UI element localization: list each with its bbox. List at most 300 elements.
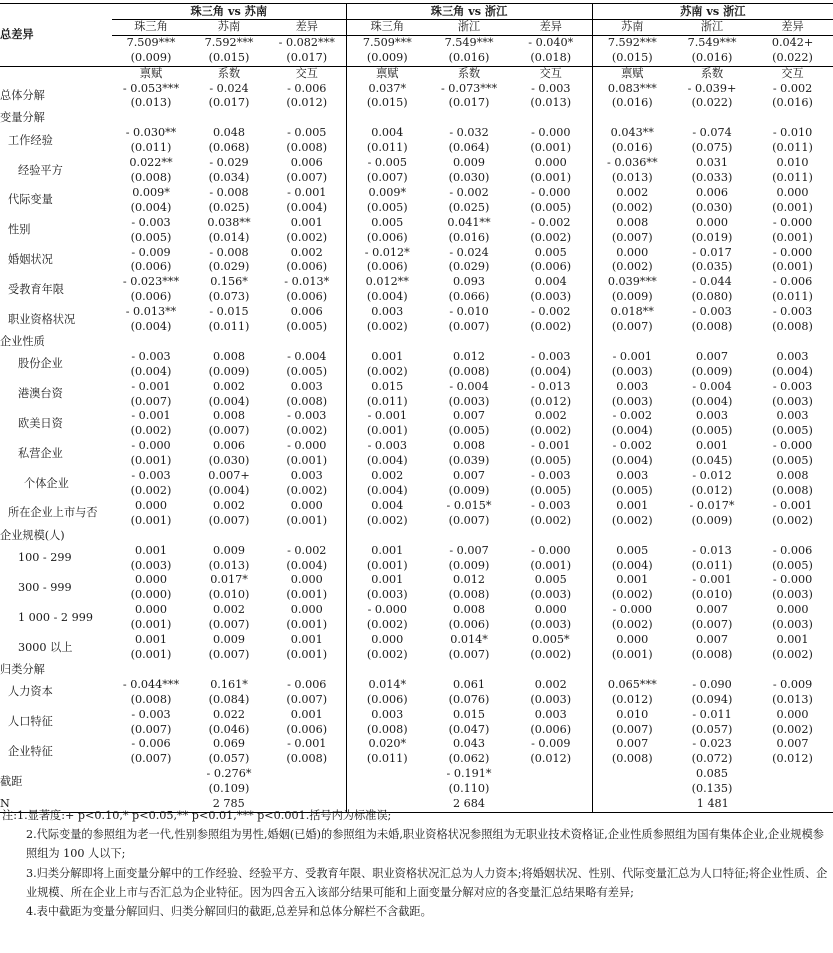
coef-cell: - 0.017* — [689, 498, 735, 512]
table-row — [0, 484, 833, 499]
coef-cell: 0.000 — [696, 215, 729, 229]
n-value: 1 481 — [592, 797, 833, 812]
coef-cell: 0.008 — [212, 349, 246, 363]
se-cell: (0.005) — [366, 200, 408, 214]
table-notes — [2, 806, 828, 921]
se-cell: (0.007) — [691, 618, 733, 632]
column-header: 珠三角 — [346, 19, 428, 35]
se-cell: (0.006) — [268, 260, 346, 275]
coef-cell: 0.001 — [134, 543, 168, 557]
decomp-header: 系数 — [428, 66, 510, 81]
coef-cell: 0.000 — [616, 633, 649, 647]
blank-cell — [268, 335, 346, 350]
se-cell: (0.073) — [208, 290, 250, 304]
coef-cell: - 0.023*** — [122, 275, 180, 289]
table-row — [0, 648, 833, 663]
blank-cell — [752, 663, 833, 678]
coef-cell: 0.000 — [371, 633, 404, 647]
se-cell: (0.002) — [611, 513, 653, 527]
table-row — [0, 320, 833, 335]
se-cell: (0.006) — [510, 260, 592, 275]
se-cell: (0.003) — [611, 394, 653, 408]
coef-cell: - 0.044 — [692, 275, 732, 289]
table-row — [0, 19, 833, 35]
se-cell: (0.057) — [208, 752, 250, 766]
n-value: 2 684 — [346, 797, 592, 812]
se-cell: (0.005) — [510, 484, 592, 499]
blank-cell — [268, 111, 346, 126]
blank-cell — [112, 335, 190, 350]
coef-cell: - 0.053*** — [122, 81, 180, 95]
se-cell — [592, 782, 672, 797]
coef-cell: 0.001 — [268, 708, 346, 723]
total-value: 7.592*** — [204, 35, 254, 49]
se-cell: (0.002) — [772, 647, 813, 661]
column-header: 苏南 — [592, 19, 672, 35]
coef-cell: - 0.002 — [510, 216, 592, 231]
coef-cell: 0.006 — [268, 305, 346, 320]
se-cell — [510, 782, 592, 797]
total-value: 7.549*** — [687, 35, 737, 49]
se-cell: (0.008) — [268, 752, 346, 767]
se-cell: (0.016) — [611, 96, 653, 110]
table-row — [0, 782, 833, 797]
coef-cell: - 0.006 — [131, 737, 171, 751]
coef-cell: - 0.006 — [268, 678, 346, 693]
decomp-header: 禀赋 — [112, 66, 190, 81]
se-cell: (0.002) — [772, 722, 813, 736]
group-header: 珠三角 vs 苏南 — [112, 4, 346, 20]
blank-cell — [672, 335, 752, 350]
blank-cell — [510, 335, 592, 350]
table-row — [0, 171, 833, 186]
coef-cell: 0.000 — [134, 498, 168, 512]
se-cell: (0.014) — [208, 230, 250, 244]
note-line: 3.归类分解即将上面变量分解中的工作经验、经验平方、受教育年限、职业资格状况汇总为人力资本;将婚姻状况、性别、代际变量汇总为人口特征;将企业性质、企业规模、所在企业上市与否汇总为企业特征。因为四舍五入该部分结果可能和上面变量分解对应的各变量汇总结果略有差异; — [26, 866, 828, 899]
coef-cell: 0.002 — [510, 678, 592, 693]
coef-cell: - 0.004 — [449, 379, 489, 393]
table-row — [0, 499, 833, 514]
column-header: 浙江 — [428, 19, 510, 35]
se-cell: (0.012) — [268, 96, 346, 111]
row-label: 工作经验 — [8, 133, 53, 147]
coef-cell: - 0.003 — [131, 469, 171, 483]
blank-cell — [268, 529, 346, 544]
blank-cell — [190, 335, 268, 350]
se-cell: (0.003) — [611, 364, 653, 378]
se-cell: (0.002) — [366, 618, 408, 632]
se-cell: (0.030) — [448, 170, 490, 184]
coef-cell: 0.003 — [510, 708, 592, 723]
table-row — [0, 4, 833, 20]
se-cell: (0.005) — [772, 454, 813, 468]
se-cell: (0.005) — [448, 424, 490, 438]
table-row — [0, 544, 833, 559]
se-cell: (0.003) — [772, 588, 813, 602]
se-cell: (0.001) — [268, 648, 346, 663]
coef-cell: 0.009 — [453, 156, 486, 170]
se-cell: (0.008) — [772, 484, 813, 497]
coef-cell: - 0.003 — [510, 82, 592, 97]
se-cell: (0.001) — [130, 618, 172, 632]
se-cell: (0.008) — [691, 647, 733, 661]
se-cell: (0.002) — [366, 513, 408, 527]
coef-cell: - 0.006 — [268, 82, 346, 97]
decomp-header: 交互 — [510, 66, 592, 81]
table-row — [0, 588, 833, 603]
se-cell: (0.001) — [366, 424, 408, 438]
table-row — [0, 111, 833, 126]
se-cell: (0.005) — [510, 454, 592, 469]
decomp-header: 交互 — [268, 66, 346, 81]
coef-cell: 0.065*** — [607, 677, 657, 691]
se-cell: (0.029) — [448, 260, 490, 274]
se-cell: (0.033) — [691, 170, 733, 184]
coef-cell: - 0.000 — [772, 573, 813, 587]
coef-cell: - 0.003 — [131, 707, 171, 721]
se-cell: (0.008) — [611, 752, 653, 766]
coef-cell: 0.007 — [616, 737, 649, 751]
coef-cell: 0.012 — [453, 573, 486, 587]
table-row — [0, 559, 833, 574]
coef-cell: 0.001 — [616, 498, 649, 512]
row-label: 所在企业上市与否 — [8, 506, 98, 520]
se-cell: (0.003) — [510, 693, 592, 708]
n-value: 2 785 — [112, 797, 346, 812]
se-cell: (0.000) — [130, 588, 172, 602]
se-cell: (0.006) — [268, 723, 346, 738]
coef-cell: 0.008 — [453, 603, 486, 617]
coef-cell: - 0.001 — [268, 186, 346, 201]
table-row — [0, 350, 833, 365]
decomp-header: 交互 — [752, 66, 833, 81]
coef-cell: - 0.013** — [125, 305, 177, 319]
se-cell: (0.008) — [691, 320, 733, 334]
row-label: 欧美日资 — [18, 416, 63, 430]
column-header: 苏南 — [190, 19, 268, 35]
row-label: 100 - 299 — [18, 551, 72, 565]
blank-cell — [346, 111, 428, 126]
se-cell: (0.066) — [448, 290, 490, 304]
coef-cell: 0.009 — [212, 543, 246, 557]
coef-cell: - 0.030** — [125, 126, 177, 140]
table-row — [0, 275, 833, 290]
row-label: 总体分解 — [0, 88, 45, 102]
se-cell: (0.002) — [611, 200, 653, 214]
se-cell: (0.009) — [691, 364, 733, 378]
coef-cell — [268, 767, 346, 782]
column-header: 差异 — [510, 19, 592, 35]
se-cell: (0.064) — [448, 141, 490, 155]
se-cell: (0.011) — [366, 752, 408, 766]
coef-cell: - 0.003 — [131, 215, 171, 229]
se-cell: (0.007) — [130, 394, 172, 408]
group-header: 苏南 vs 浙江 — [592, 4, 833, 20]
coef-cell: 0.020* — [368, 737, 407, 751]
se-cell: (0.003) — [448, 394, 490, 408]
group-label: 归类分解 — [0, 662, 45, 676]
se-cell: (0.002) — [611, 260, 653, 274]
coef-cell: - 0.090 — [692, 677, 732, 691]
se-cell: (0.008) — [448, 588, 490, 602]
coef-cell: 0.012** — [365, 275, 409, 289]
coef-cell: 0.000 — [134, 603, 168, 617]
coef-cell: - 0.002 — [772, 81, 813, 95]
se-cell: (0.001) — [366, 558, 408, 572]
se-cell: (0.013) — [208, 558, 250, 572]
table-row — [0, 395, 833, 410]
se-cell: (0.011) — [366, 394, 408, 408]
blank-cell — [268, 663, 346, 678]
coef-cell: 0.009 — [212, 633, 246, 647]
se-cell: (0.005) — [691, 424, 733, 438]
note-line: 4.表中截距为变量分解回归、归类分解回归的截距,总差异和总体分解栏不含截距。 — [26, 905, 432, 919]
blank-cell — [112, 529, 190, 544]
column-header: 珠三角 — [112, 19, 190, 35]
se-cell: (0.006) — [268, 290, 346, 305]
se-cell: (0.016) — [772, 96, 813, 110]
se-cell: (0.016) — [611, 141, 653, 155]
table-row — [0, 82, 833, 97]
coef-cell: - 0.000 — [772, 245, 813, 259]
row-label: 私营企业 — [18, 446, 63, 460]
se-cell: (0.002) — [130, 484, 172, 497]
coef-cell: - 0.003 — [510, 350, 592, 365]
se-cell: (0.076) — [448, 692, 490, 706]
se-cell: (0.001) — [772, 230, 813, 244]
coef-cell: 0.085 — [696, 767, 729, 781]
total-se: (0.016) — [691, 50, 733, 64]
blank-cell — [190, 529, 268, 544]
se-cell: (0.001) — [130, 513, 172, 527]
se-cell: (0.003) — [510, 588, 592, 603]
coef-cell: 0.018** — [610, 305, 654, 319]
total-se: (0.022) — [772, 50, 813, 64]
se-cell: (0.007) — [130, 722, 172, 736]
se-cell: (0.005) — [510, 201, 592, 216]
coef-cell: - 0.001 — [268, 737, 346, 752]
coef-cell: - 0.013* — [268, 275, 346, 290]
se-cell: (0.012) — [611, 692, 653, 706]
coef-cell: 0.004 — [371, 126, 404, 140]
se-cell: (0.006) — [130, 290, 172, 304]
se-cell: (0.003) — [366, 588, 408, 602]
coef-cell: - 0.010 — [449, 305, 489, 319]
column-header: 差异 — [752, 19, 833, 35]
se-cell: (0.001) — [130, 454, 172, 468]
coef-cell: 0.001 — [776, 633, 809, 647]
se-cell: (0.001) — [130, 647, 172, 661]
se-cell: (0.003) — [130, 558, 172, 572]
se-cell: (0.007) — [208, 647, 250, 661]
coef-cell: 0.002 — [212, 498, 246, 512]
se-cell: (0.015) — [366, 96, 408, 110]
table-row — [0, 693, 833, 708]
coef-cell: 0.000 — [268, 573, 346, 588]
coef-cell: - 0.000 — [510, 126, 592, 141]
se-cell: (0.080) — [691, 290, 733, 304]
se-cell: (0.075) — [691, 141, 733, 155]
se-cell: (0.002) — [366, 647, 408, 661]
table-row — [0, 260, 833, 275]
se-cell: (0.002) — [130, 424, 172, 438]
coef-cell: 0.014* — [450, 633, 488, 647]
se-cell: (0.062) — [448, 752, 490, 766]
coef-cell: - 0.004 — [692, 379, 732, 393]
table-row — [0, 573, 833, 588]
se-cell: (0.009) — [691, 513, 733, 527]
se-cell: (0.004) — [366, 290, 408, 304]
se-cell: (0.001) — [268, 588, 346, 603]
coef-cell: - 0.003 — [510, 499, 592, 514]
coef-cell: 0.008 — [776, 469, 809, 483]
se-cell: (0.135) — [691, 782, 733, 796]
se-cell: (0.004) — [611, 454, 653, 468]
se-cell: (0.013) — [510, 96, 592, 111]
coef-cell: 0.000 — [510, 603, 592, 618]
se-cell: (0.057) — [691, 722, 733, 736]
table-row — [0, 201, 833, 216]
coef-cell: 0.003 — [696, 409, 729, 423]
se-cell: (0.002) — [366, 320, 408, 334]
coef-cell: - 0.000 — [367, 603, 407, 617]
coef-cell: - 0.013 — [510, 380, 592, 395]
se-cell: (0.109) — [208, 782, 250, 796]
se-cell: (0.005) — [268, 365, 346, 380]
coef-cell: - 0.039+ — [687, 81, 737, 95]
row-label: 股份企业 — [18, 357, 63, 371]
se-cell: (0.005) — [772, 424, 813, 438]
coef-cell: 0.003 — [268, 469, 346, 484]
coef-cell: - 0.000 — [772, 439, 813, 453]
se-cell: (0.072) — [691, 752, 733, 766]
se-cell: (0.007) — [611, 722, 653, 736]
coef-cell: 0.015 — [453, 707, 486, 721]
se-cell: (0.029) — [208, 260, 250, 274]
coef-cell: - 0.000 — [268, 439, 346, 454]
coef-cell: - 0.006 — [772, 543, 813, 557]
coef-cell: - 0.015 — [209, 305, 249, 319]
coef-cell: - 0.003 — [772, 305, 813, 319]
coef-cell: - 0.000 — [510, 186, 592, 201]
row-label: 性别 — [8, 223, 31, 237]
row-label: 职业资格状况 — [8, 312, 76, 326]
se-cell: (0.006) — [448, 618, 490, 632]
total-se: (0.016) — [448, 50, 490, 64]
table-row — [0, 305, 833, 320]
coef-cell: - 0.032 — [449, 126, 489, 140]
se-cell: (0.001) — [772, 260, 813, 274]
coef-cell: - 0.023 — [692, 737, 732, 751]
se-cell: (0.001) — [611, 647, 653, 661]
table-row — [0, 663, 833, 678]
se-cell: (0.011) — [691, 558, 733, 572]
se-cell: (0.004) — [611, 424, 653, 438]
table-row — [0, 529, 833, 544]
coef-cell: 0.015 — [371, 379, 404, 393]
se-cell: (0.001) — [510, 141, 592, 156]
blank-cell — [510, 663, 592, 678]
coef-cell: - 0.009 — [510, 737, 592, 752]
coef-cell: - 0.000 — [772, 215, 813, 229]
note-line: 2.代际变量的参照组为老一代,性别参照组为男性,婚姻(已婚)的参照组为未婚,职业资格状况参照组为无职业技术资格证,企业性质参照组为国有集体企业,企业规模参照组为 100 人以下; — [26, 828, 824, 861]
table-row — [0, 51, 833, 66]
coef-cell: 0.093 — [453, 275, 486, 289]
coef-cell: 0.007 — [696, 603, 729, 617]
table-row — [0, 186, 833, 201]
se-cell: (0.008) — [130, 170, 172, 184]
se-cell: (0.008) — [268, 141, 346, 156]
se-cell: (0.004) — [130, 200, 172, 214]
coef-cell: 0.001 — [696, 439, 729, 453]
coef-cell: - 0.001 — [612, 349, 652, 363]
se-cell: (0.016) — [448, 230, 490, 244]
se-cell: (0.002) — [772, 513, 813, 527]
table-row — [0, 424, 833, 439]
se-cell: (0.013) — [611, 170, 653, 184]
coef-cell: 0.005* — [510, 633, 592, 648]
n-label: N — [0, 797, 112, 812]
se-cell: (0.004) — [130, 364, 172, 378]
coef-cell: 0.003 — [616, 469, 649, 483]
se-cell: (0.012) — [510, 752, 592, 767]
se-cell: (0.002) — [268, 231, 346, 246]
decomp-header: 系数 — [672, 66, 752, 81]
coef-cell: - 0.276* — [206, 767, 252, 781]
se-cell: (0.047) — [448, 722, 490, 736]
coef-cell: - 0.000 — [612, 603, 652, 617]
coef-cell: 0.003 — [268, 380, 346, 395]
coef-cell: - 0.024 — [449, 245, 489, 259]
se-cell: (0.013) — [130, 96, 172, 110]
se-cell: (0.006) — [366, 260, 408, 274]
row-label: 婚姻状况 — [8, 252, 53, 266]
coef-cell: - 0.003 — [510, 469, 592, 484]
coef-cell: 0.001 — [371, 543, 404, 557]
blank-cell — [346, 335, 428, 350]
coef-cell: - 0.008 — [209, 245, 249, 259]
total-value: 7.592*** — [607, 35, 657, 49]
se-cell: (0.004) — [268, 201, 346, 216]
coef-cell: - 0.009 — [772, 677, 813, 691]
coef-cell: - 0.003 — [268, 409, 346, 424]
se-cell: (0.007) — [208, 513, 250, 527]
coef-cell: 0.007+ — [208, 469, 250, 483]
coef-cell: 0.001 — [134, 633, 168, 647]
table-row — [0, 246, 833, 261]
se-cell: (0.035) — [691, 260, 733, 274]
coef-cell: 0.002 — [212, 379, 246, 393]
coef-cell: 0.006 — [268, 156, 346, 171]
coef-cell: 0.069 — [212, 737, 246, 751]
coef-cell: - 0.005 — [268, 126, 346, 141]
se-cell: (0.007) — [366, 170, 408, 184]
se-cell: (0.005) — [611, 484, 653, 497]
coef-cell: 0.000 — [776, 185, 809, 199]
table-row — [0, 365, 833, 380]
table-row — [0, 126, 833, 141]
blank-cell — [428, 529, 510, 544]
blank-cell — [190, 663, 268, 678]
row-label: 代际变量 — [8, 193, 53, 207]
group-label: 企业规模(人) — [0, 528, 65, 542]
se-cell: (0.011) — [772, 170, 813, 184]
coef-cell: - 0.001 — [131, 379, 171, 393]
table-row — [0, 678, 833, 693]
se-cell: (0.004) — [208, 484, 250, 497]
table-row — [0, 723, 833, 738]
total-value: - 0.040* — [510, 35, 592, 50]
